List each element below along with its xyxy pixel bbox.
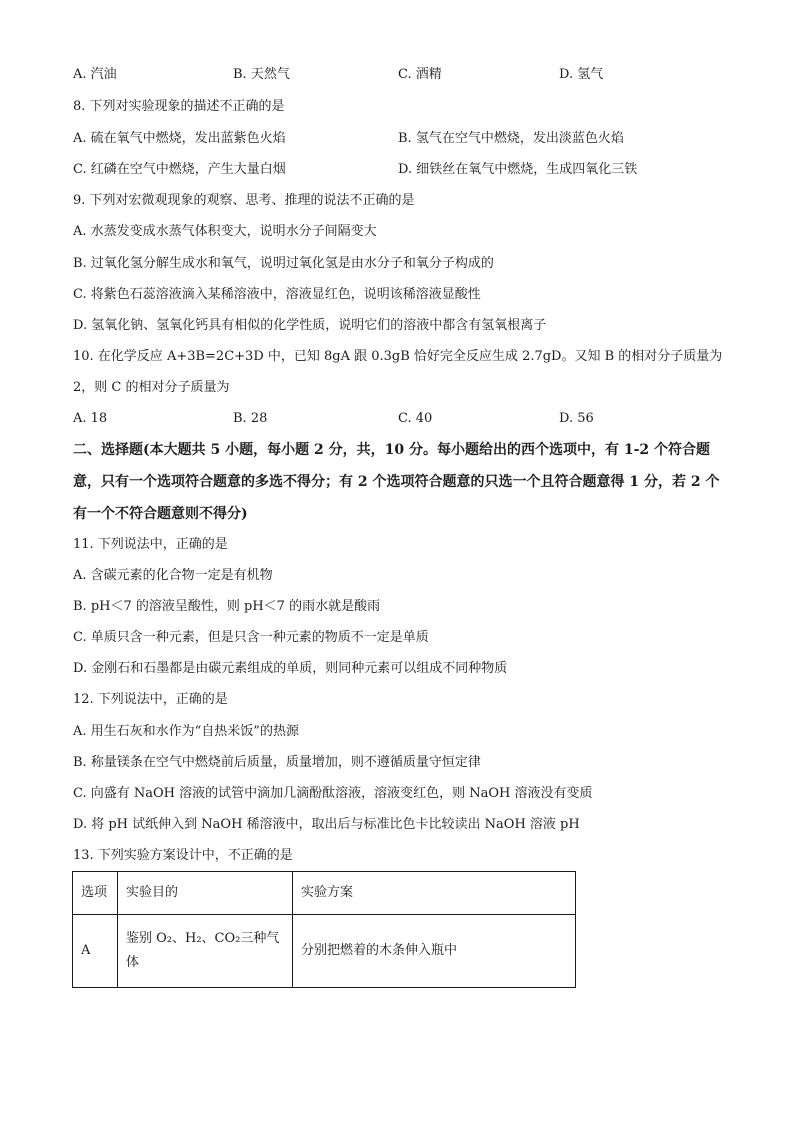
q8-option-d: D. 细铁丝在氧气中燃烧，生成四氧化三铁 xyxy=(398,162,638,177)
row-purpose xyxy=(118,915,293,988)
header-purpose: 实验目的 xyxy=(118,872,293,915)
q12-option-a: A. 用生石灰和水作为“自热米饭”的热源 xyxy=(73,724,299,739)
table-header-row xyxy=(73,872,576,915)
header-option: 选项 xyxy=(73,872,118,915)
q11-option-d: D. 金刚石和石墨都是由碳元素组成的单质，则同种元素可以组成不同种物质 xyxy=(73,661,508,676)
q11-option-c: C. 单质只含一种元素，但是只含一种元素的物质不一定是单质 xyxy=(73,630,429,645)
q12-option-b: B. 称量镁条在空气中燃烧前后质量，质量增加，则不遵循质量守恒定律 xyxy=(73,755,481,770)
row-purpose-line1: 鉴别 O₂、H₂、CO₂三种气 xyxy=(126,931,280,946)
q9-option-b: B. 过氧化氢分解生成水和氧气，说明过氧化氢是由水分子和氧分子构成的 xyxy=(73,256,494,271)
q8-option-b: B. 氢气在空气中燃烧，发出淡蓝色火焰 xyxy=(398,131,624,146)
q7-options xyxy=(73,66,693,84)
row-purpose-line2: 体 xyxy=(126,955,140,970)
q8-stem: 8. 下列对实验现象的描述不正确的是 xyxy=(73,99,285,114)
q11-option-a: A. 含碳元素的化合物一定是有机物 xyxy=(73,568,273,583)
header-plan: 实验方案 xyxy=(293,872,576,915)
q10-stem-line1: 10. 在化学反应 A+3B=2C+3D 中，已知 8gA 跟 0.3gB 恰好完全反应生成 2.7gD。又知 B 的相对分子质量为 xyxy=(73,349,723,364)
q10-option-d: D. 56 xyxy=(559,411,594,426)
q10-stem-line2: 2，则 C 的相对分子质量为 xyxy=(73,380,230,395)
q12-option-c: C. 向盛有 NaOH 溶液的试管中滴加几滴酚酞溶液，溶液变红色，则 NaOH 溶液没有变质 xyxy=(73,786,593,801)
q10-option-c: C. 40 xyxy=(398,411,433,426)
q7-option-a: A. 汽油 xyxy=(73,67,117,82)
q13-plan-table xyxy=(72,871,576,988)
q10-option-b: B. 28 xyxy=(233,411,268,426)
q10-options xyxy=(73,410,693,428)
q10-option-a: A. 18 xyxy=(73,411,108,426)
q11-option-b: B. pH＜7 的溶液呈酸性，则 pH＜7 的雨水就是酸雨 xyxy=(73,599,381,614)
row-option: A xyxy=(73,915,118,988)
section-2-heading: 二、选择题(本大题共 5 小题，每小题 2 分，共，10 分。每小题给出的西个选项中，有 1-2 个符合题意，只有一个选项符合题意的多选不得分；有 2 个选项符合题意的只选一个且符合题意得 1 分，若 2 个有一个不符合题意则不得分) xyxy=(73,442,720,522)
q7-option-c: C. 酒精 xyxy=(398,67,442,82)
q8-option-a: A. 硫在氧气中燃烧，发出蓝紫色火焰 xyxy=(73,131,286,146)
q7-option-b: B. 天然气 xyxy=(233,67,290,82)
q11-stem: 11. 下列说法中，正确的是 xyxy=(73,537,228,552)
q9-option-a: A. 水蒸发变成水蒸气体积变大，说明水分子间隔变大 xyxy=(73,224,377,239)
q8-options-row2 xyxy=(73,161,693,179)
q9-stem: 9. 下列对宏微观现象的观察、思考、推理的说法不正确的是 xyxy=(73,193,415,208)
q13-stem: 13. 下列实验方案设计中，不正确的是 xyxy=(73,848,293,863)
q12-stem: 12. 下列说法中，正确的是 xyxy=(73,692,228,707)
q12-option-d: D. 将 pH 试纸伸入到 NaOH 稀溶液中，取出后与标准比色卡比较读出 NaOH 溶液 pH xyxy=(73,817,580,832)
q8-options-row1 xyxy=(73,130,693,148)
q9-option-d: D. 氢氧化钠、氢氧化钙具有相似的化学性质，说明它们的溶液中都含有氢氧根离子 xyxy=(73,318,547,333)
row-plan: 分别把燃着的木条伸入瓶中 xyxy=(293,915,576,988)
q7-option-d: D. 氢气 xyxy=(559,67,604,82)
q8-option-c: C. 红磷在空气中燃烧，产生大量白烟 xyxy=(73,162,286,177)
table-row xyxy=(73,915,576,988)
q9-option-c: C. 将紫色石蕊溶液滴入某稀溶液中，溶液显红色，说明该稀溶液显酸性 xyxy=(73,287,481,302)
